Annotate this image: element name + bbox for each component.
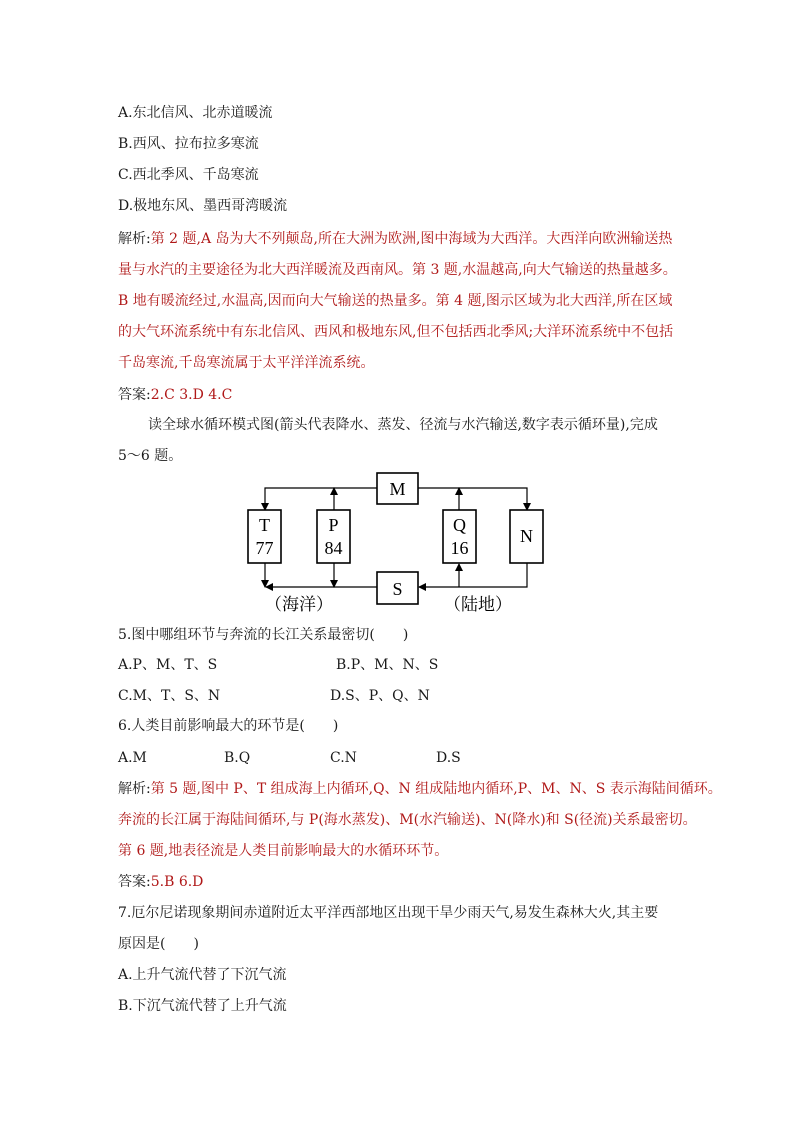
- q6-option-a: A.M: [118, 750, 147, 766]
- analysis-label: 解析:: [118, 231, 151, 247]
- option-c: C.西北季风、千岛寒流: [118, 167, 259, 183]
- analysis2-line-3: 第 6 题,地表径流是人类目前影响最大的水循环环节。: [118, 843, 449, 859]
- q7-option-a: A.上升气流代替了下沉气流: [118, 967, 287, 983]
- analysis2-line-1: 解析:第 5 题,图中 P、T 组成海上内循环,Q、N 组成陆地内循环,P、M、N、S 表示海陆间循环。: [118, 781, 722, 797]
- q5-option-c: C.M、T、S、N: [118, 688, 221, 704]
- label-m: M: [389, 479, 406, 499]
- value-p: 84: [324, 538, 343, 558]
- analysis-line-4: 的大气环流系统中有东北信风、西风和极地东风,但不包括西北季风;大洋环流系统中不包括: [118, 324, 674, 340]
- arrow-n-to-s: [419, 563, 527, 587]
- analysis-line-2: 量与水汽的主要途径为北大西洋暖流及西南风。第 3 题,水温越高,向大气输送的热量越多。: [118, 262, 677, 278]
- label-p: P: [328, 515, 339, 535]
- analysis2-line-2: 奔流的长江属于海陆间循环,与 P(海水蒸发)、M(水汽输送)、N(降水)和 S(径流)关系最密切。: [118, 812, 697, 828]
- ocean-label: （海洋）: [265, 595, 333, 615]
- answer2-value: 5.B 6.D: [150, 874, 204, 890]
- answer-value: 2.C 3.D 4.C: [150, 387, 233, 403]
- option-a: A.东北信风、北赤道暖流: [118, 105, 273, 121]
- answer-line-2: [118, 875, 203, 889]
- answer2-label: 答案:: [118, 874, 151, 890]
- q7-option-b: B.下沉气流代替了上升气流: [118, 998, 287, 1014]
- analysis-line-5: 千岛寒流,千岛寒流属于太平洋洋流系统。: [118, 355, 375, 371]
- label-q: Q: [453, 515, 466, 535]
- q6-option-c: C.N: [330, 750, 357, 766]
- q5-option-a: A.P、M、T、S: [118, 657, 218, 673]
- analysis2-label: 解析:: [118, 781, 151, 797]
- value-t: 77: [255, 538, 274, 558]
- q6-option-b: B.Q: [224, 750, 251, 766]
- value-q: 16: [450, 538, 469, 558]
- option-b: B.西风、拉布拉多寒流: [118, 136, 259, 152]
- answer-label: 答案:: [118, 387, 151, 403]
- land-label: （陆地）: [444, 595, 512, 615]
- label-t: T: [259, 515, 270, 535]
- arrow-m-to-n: [418, 488, 527, 510]
- label-n: N: [520, 526, 533, 546]
- water-cycle-diagram: [240, 470, 550, 618]
- q5-option-b: B.P、M、N、S: [336, 657, 439, 673]
- analysis-line-1: 解析:第 2 题,A 岛为大不列颠岛,所在大洲为欧洲,图中海域为大西洋。大西洋向欧洲输送热: [118, 231, 673, 247]
- arrow-m-to-t: [265, 488, 377, 510]
- analysis-line-3: B 地有暖流经过,水温高,因而向大气输送的热量多。第 4 题,图示区域为北大西洋,所在区域: [118, 293, 673, 309]
- intro-line-1: 读全球水循环模式图(箭头代表降水、蒸发、径流与水汽输送,数字表示循环量),完成: [148, 417, 658, 433]
- label-s: S: [392, 579, 403, 599]
- q7-stem-line-1: 7.厄尔尼诺现象期间赤道附近太平洋西部地区出现干旱少雨天气,易发生森林大火,其主要: [118, 905, 659, 921]
- answer-line-1: [118, 388, 232, 402]
- q7-stem-line-2: 原因是( ): [118, 936, 199, 952]
- q6-stem: 6.人类目前影响最大的环节是( ): [118, 718, 339, 734]
- intro-line-2: 5～6 题。: [118, 448, 183, 464]
- option-d: D.极地东风、墨西哥湾暖流: [118, 198, 288, 214]
- q5-option-d: D.S、P、Q、N: [330, 688, 430, 704]
- q5-stem: 5.图中哪组环节与奔流的长江关系最密切( ): [118, 627, 409, 643]
- q6-option-d: D.S: [436, 750, 461, 766]
